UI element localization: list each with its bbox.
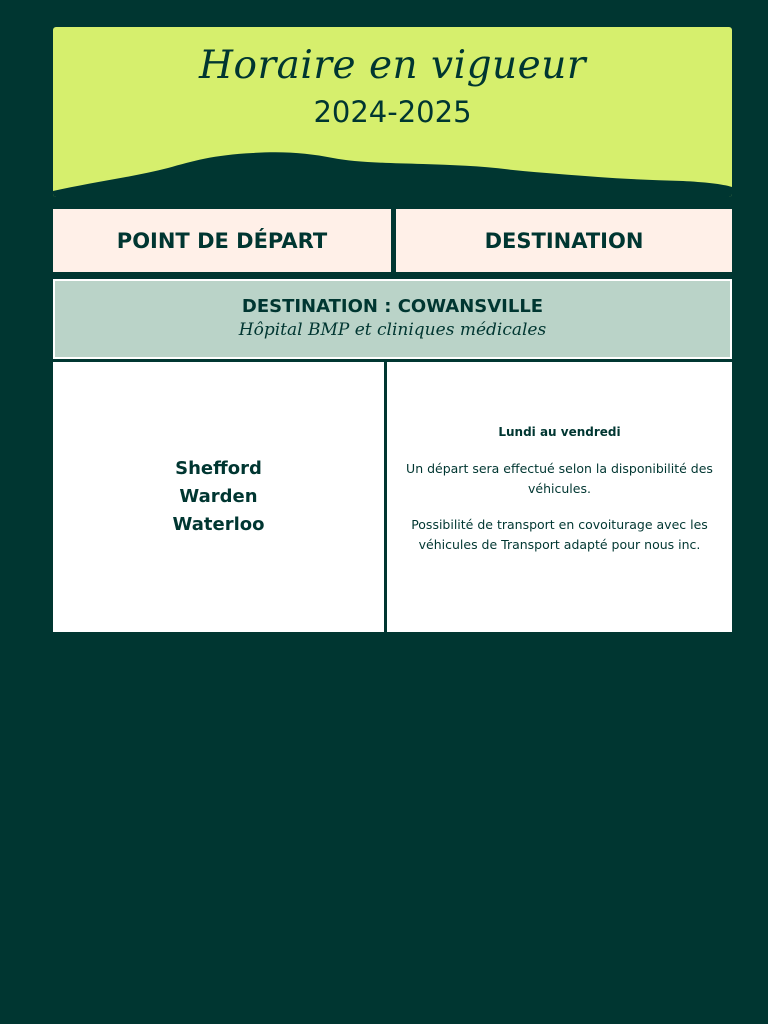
departure-place: Warden xyxy=(179,486,258,507)
destination-subtitle: Hôpital BMP et cliniques médicales xyxy=(238,320,547,340)
destination-title: DESTINATION : COWANSVILLE xyxy=(241,296,544,317)
schedule-note: Possibilité de transport en covoiturage avec les véhicules de Transport adapté pour nous inc. xyxy=(411,517,708,552)
banner-wave-decoration xyxy=(53,27,732,197)
schedule-cell xyxy=(387,362,732,632)
departure-cell xyxy=(53,362,384,632)
destination-box xyxy=(53,279,732,359)
header-destination: DESTINATION xyxy=(396,209,732,272)
schedule-note: Un départ sera effectué selon la disponibilité des véhicules. xyxy=(406,461,713,496)
schedule-days: Lundi au vendredi xyxy=(498,425,621,439)
banner-title: Horaire en vigueur xyxy=(198,43,586,88)
schedule-banner xyxy=(53,27,732,197)
departure-place: Waterloo xyxy=(172,514,265,535)
header-departure: POINT DE DÉPART xyxy=(53,209,391,272)
departure-place: Shefford xyxy=(175,458,262,479)
banner-year: 2024-2025 xyxy=(313,95,472,129)
